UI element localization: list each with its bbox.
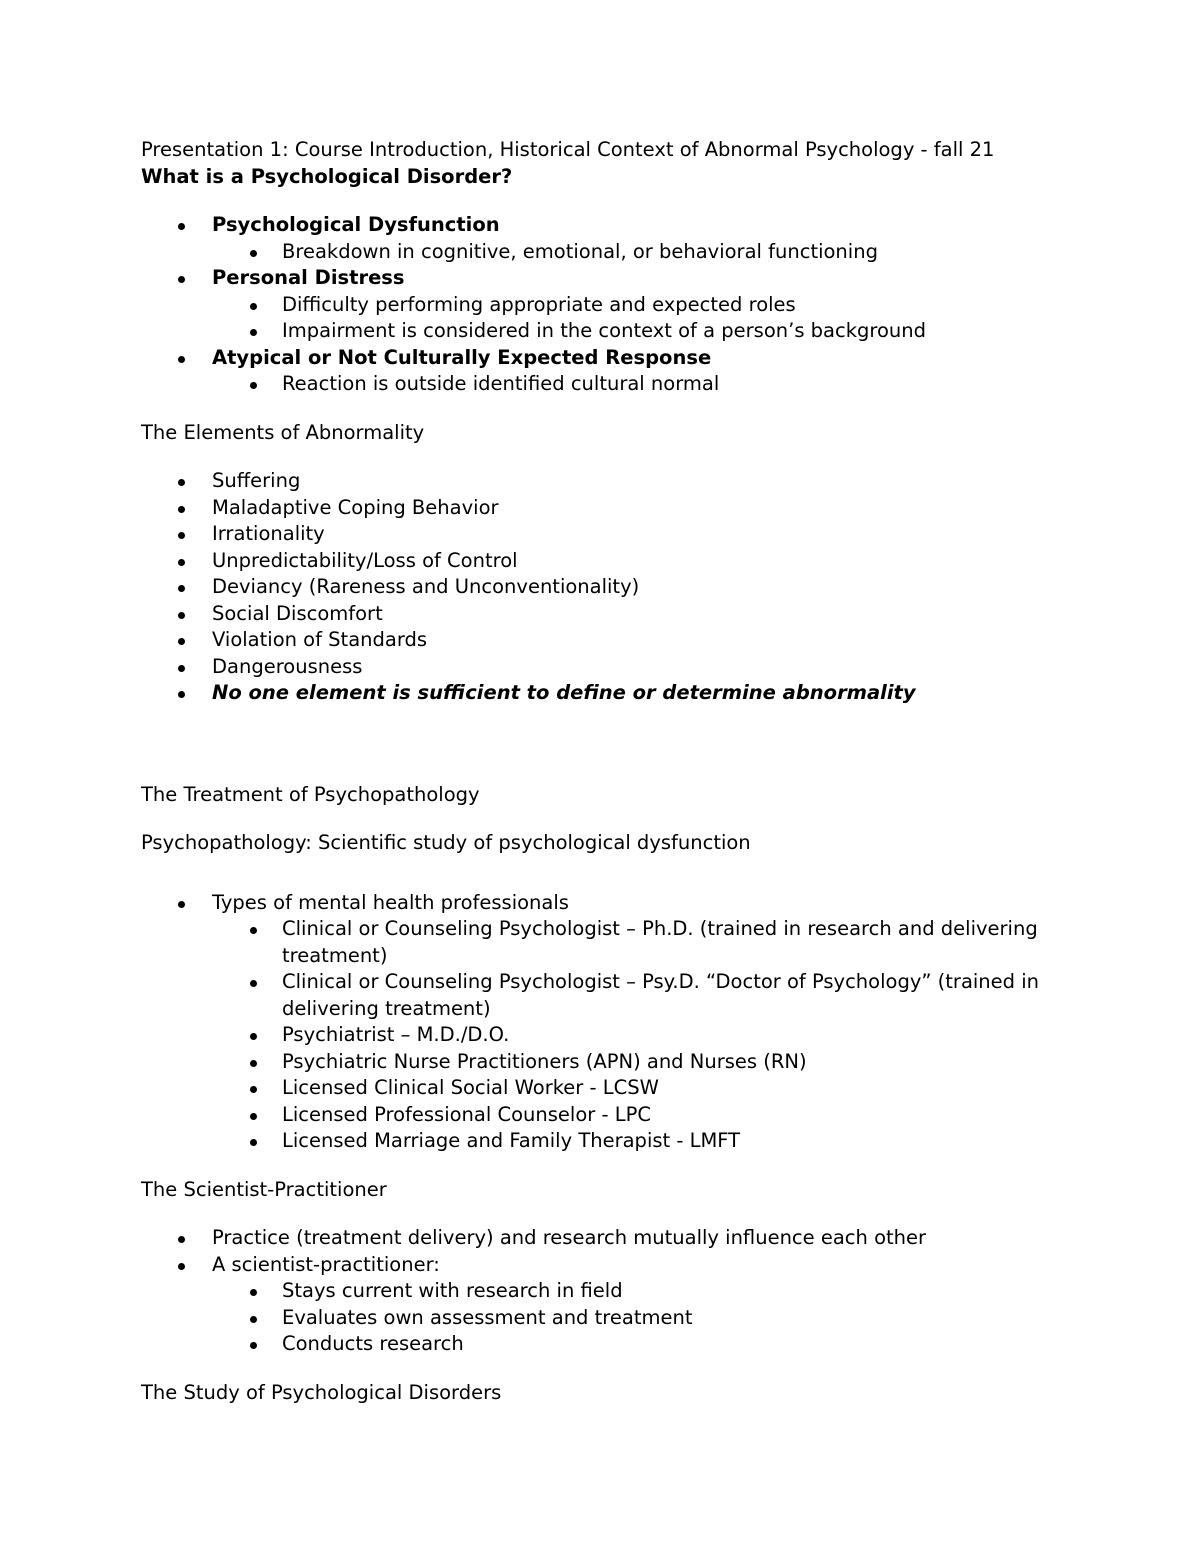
list-item: Licensed Marriage and Family Therapist - LMFT [141, 1128, 1081, 1155]
disorder-list [141, 212, 1081, 398]
bullet-icon [178, 479, 185, 486]
elements-list [141, 468, 1081, 707]
bullet-icon [250, 1289, 257, 1296]
study-heading: The Study of Psychological Disorders [141, 1380, 502, 1404]
document-page [141, 137, 1081, 1406]
list-item: Conducts research [141, 1331, 1081, 1358]
bullet-icon [250, 1342, 257, 1349]
list-item: Unpredictability/Loss of Control [141, 548, 1081, 575]
scientist-heading: The Scientist-Practitioner [141, 1177, 387, 1201]
list-item: Dangerousness [141, 654, 1081, 681]
bullet-icon [250, 980, 257, 987]
list-item: Psychiatrist – M.D./D.O. [141, 1022, 1081, 1049]
list-item: Violation of Standards [141, 627, 1081, 654]
bullet-icon [178, 691, 185, 698]
bullet-icon [178, 532, 185, 539]
bullet-icon [250, 1316, 257, 1323]
bullet-icon [250, 1139, 257, 1146]
treatment-heading: The Treatment of Psychopathology [141, 782, 480, 806]
list-item: Psychiatric Nurse Practitioners (APN) and Nurses (RN) [141, 1049, 1081, 1076]
list-item: Practice (treatment delivery) and research mutually influence each other [141, 1225, 1081, 1252]
professionals-list [141, 890, 1081, 1155]
bullet-icon [178, 1236, 185, 1243]
bullet-icon [250, 1086, 257, 1093]
bullet-icon [178, 356, 185, 363]
list-item: Impairment is considered in the context of a person’s background [141, 318, 1081, 345]
list-item: Difficulty performing appropriate and expected roles [141, 292, 1081, 319]
bullet-icon [178, 901, 185, 908]
bullet-icon [250, 382, 257, 389]
bullet-icon [178, 559, 185, 566]
bullet-icon [178, 665, 185, 672]
list-item: Suffering [141, 468, 1081, 495]
list-item: Atypical or Not Culturally Expected Response [141, 345, 1081, 372]
bullet-icon [178, 223, 185, 230]
bullet-icon [250, 927, 257, 934]
list-item: Reaction is outside identified cultural normal [141, 371, 1081, 398]
bullet-icon [178, 1263, 185, 1270]
list-item: Licensed Clinical Social Worker - LCSW [141, 1075, 1081, 1102]
list-item: Types of mental health professionals [141, 890, 1081, 917]
list-item: Breakdown in cognitive, emotional, or behavioral functioning [141, 239, 1081, 266]
list-item: Stays current with research in field [141, 1278, 1081, 1305]
bullet-icon [250, 329, 257, 336]
list-item: Irrationality [141, 521, 1081, 548]
list-item-emphasis: No one element is sufficient to define or determine abnormality [141, 680, 1081, 707]
list-item: Maladaptive Coping Behavior [141, 495, 1081, 522]
bullet-icon [250, 1060, 257, 1067]
bullet-icon [178, 638, 185, 645]
bullet-icon [178, 612, 185, 619]
list-item: Clinical or Counseling Psychologist – Ph.D. (trained in research and delivering treatment) [141, 916, 1081, 969]
list-item: A scientist-practitioner: [141, 1252, 1081, 1279]
list-item: Psychological Dysfunction [141, 212, 1081, 239]
list-item: Clinical or Counseling Psychologist – Psy.D. “Doctor of Psychology” (trained in delivering treatment) [141, 969, 1081, 1022]
bullet-icon [178, 276, 185, 283]
document-title: Presentation 1: Course Introduction, Historical Context of Abnormal Psychology - fall 21 [141, 138, 995, 161]
bullet-icon [250, 250, 257, 257]
scientist-list [141, 1225, 1081, 1358]
list-item: Deviancy (Rareness and Unconventionality) [141, 574, 1081, 601]
bullet-icon [250, 1033, 257, 1040]
bullet-icon [250, 1113, 257, 1120]
list-item: Evaluates own assessment and treatment [141, 1305, 1081, 1332]
section-question: What is a Psychological Disorder? [141, 164, 513, 188]
list-item: Social Discomfort [141, 601, 1081, 628]
elements-heading: The Elements of Abnormality [141, 420, 425, 444]
bullet-icon [178, 506, 185, 513]
psychopathology-definition: Psychopathology: Scientific study of psychological dysfunction [141, 831, 751, 854]
bullet-icon [178, 585, 185, 592]
bullet-icon [250, 303, 257, 310]
list-item: Personal Distress [141, 265, 1081, 292]
list-item: Licensed Professional Counselor - LPC [141, 1102, 1081, 1129]
